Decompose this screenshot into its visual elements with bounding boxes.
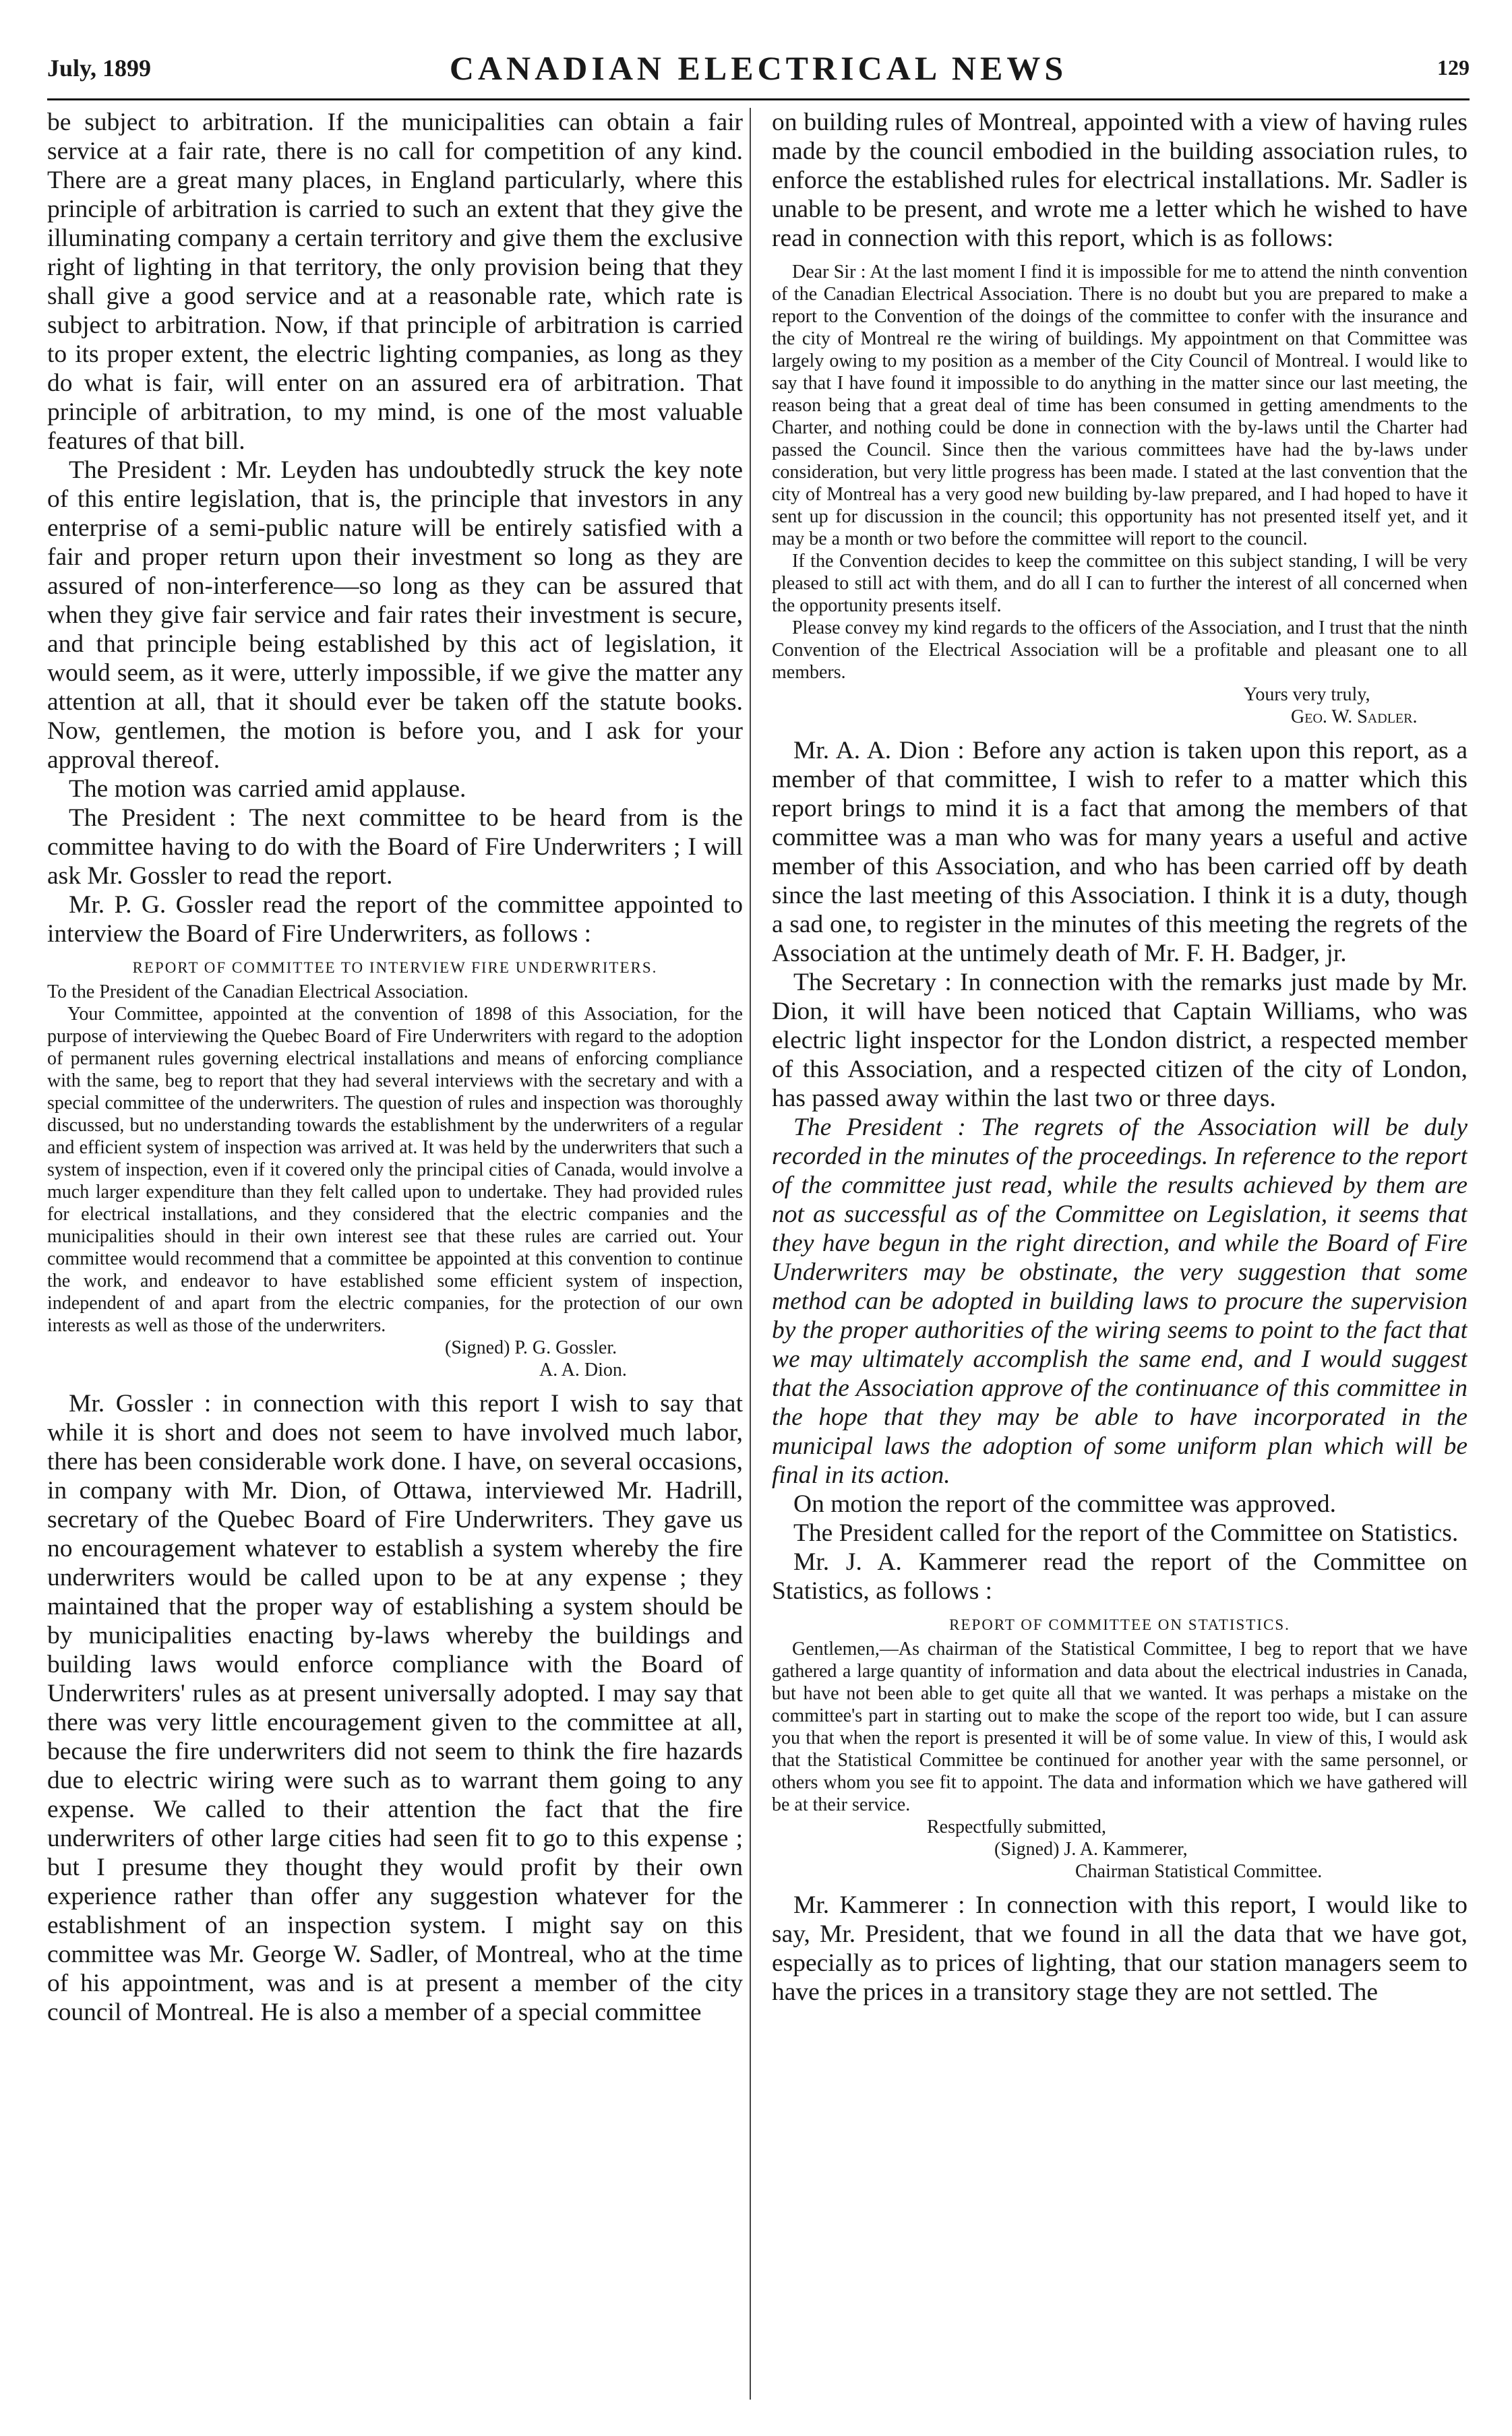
paragraph: Mr. Kammerer : In connection with this report, I would like to say, Mr. President, that we found in all the data that we have got, especially as to prices of lighting, that our station managers seem to have the prices in a transitory stage they are not settled. The <box>772 1891 1468 2006</box>
page-number: 129 <box>1437 55 1470 80</box>
paragraph: Mr. J. A. Kammerer read the report of the Committee on Statistics, as follows : <box>772 1548 1468 1605</box>
paragraph: The President called for the report of the Committee on Statistics. <box>793 1519 1459 1547</box>
report-signature: (Signed) J. A. Kammerer, <box>994 1839 1188 1860</box>
report-body: Gentlemen,—As chairman of the Statistical Committee, I beg to report that we have gathered a large quantity of information and data about the electrical industries in Canada, but have not been able to get quite all that we wanted. It was perhaps a mistake on the committee's part in starting out to make the scope of the report too wide, but I can assure you that when the report is presented it will be of some value. In view of this, I would ask that the Statistical Committee be continued for another year with the same personnel, or others whom you see fit to appoint. The data and information which we have gathered will be at their service. <box>772 1639 1468 1815</box>
left-column <box>47 108 743 2406</box>
paragraph: The Secretary : In connection with the remarks just made by Mr. Dion, it will have been noticed that Captain Williams, who was electric light inspector for the London district, a respected member of this Association, and a respected citizen of the city of London, has passed away within the last two or three days. <box>772 969 1468 1112</box>
letter-signature: Geo. W. Sadler. <box>1291 706 1418 727</box>
column-divider <box>750 108 751 2400</box>
report-addressee: To the President of the Canadian Electrical Association. <box>47 981 468 1002</box>
letter-paragraph: If the Convention decides to keep the committee on this subject standing, I will be very pleased to still act with them, and do all I can to further the interest of all concerned when the opportunity presents itself. <box>772 551 1468 616</box>
paragraph: The President : The regrets of the Association will be duly recorded in the minutes of the proceedings. In reference to the report of the committee just read, while the results achieved by them are not as successful as of the Committee on Legislation, it seems that they have begun in the right direction, and while the Board of Fire Underwriters may be obstinate, the very suggestion that some method can be adopted in building laws to procure the supervision by the proper authorities of the wiring seems to point to the fact that we may ultimately accomplish the same end, and I would suggest that the Association approve of the continuance of this committee in the hope that they may be able to have incorporated in the municipal laws the adoption of some uniform plan which will be final in its action. <box>772 1114 1468 1489</box>
report-signature: (Signed) P. G. Gossler. <box>445 1337 617 1358</box>
paragraph: On motion the report of the committee was approved. <box>793 1490 1336 1518</box>
paragraph: be subject to arbitration. If the municipalities can obtain a fair service at a fair rate, there is no call for competition of any kind. There are a great many places, in England particularly, where this principle of arbitration is carried to such an extent that they give the illuminating company a certain territory and give them the exclusive right of lighting in that territory, the only provision being that they shall give a good service and at a reasonable rate, which rate is subject to arbitration. Now, if that principle of arbitration is carried to its proper extent, the electric lighting companies, as long as they do what is fair, will enter on an assured era of arbitration. That principle of arbitration, to my mind, is one of the most valuable features of that bill. <box>47 109 743 455</box>
paragraph: Mr. P. G. Gossler read the report of the committee appointed to interview the Board of Fire Underwriters, as follows : <box>47 891 743 948</box>
paragraph: The President : Mr. Leyden has undoubtedly struck the key note of this entire legislation, that is, the principle that investors in any enterprise of a semi-public nature will be entirely satisfied with a fair and proper return upon their investment so long as they are assured of non-interference—so long as they can be assured that when they give fair service and fair rates their investment is secure, and that principle being established by this act of legislation, it would seem, as it were, utterly impossible, if we give the matter any attention at all, that it should ever be taken off the statute books. Now, gentlemen, the motion is before you, and I ask for your approval thereof. <box>47 456 743 774</box>
spacer <box>47 1381 743 1389</box>
report-body: Your Committee, appointed at the convention of 1898 of this Association, for the purpose of interviewing the Quebec Board of Fire Underwriters with regard to the adoption of permanent rules governing electrical installations and means of enforcing compliance with the same, beg to report that they had several interviews with the secretary and with a special committee of the underwriters. The question of rules and inspection was thoroughly discussed, but no understanding towards the establishment by the underwriters of a regular and efficient system of inspection was arrived at. It was held by the underwriters that such a system of inspection, even if it covered only the principal cities of Canada, would involve a much larger expenditure than they felt called upon to undertake. They had provided rules for electrical installations, and they considered that the electric companies and the municipalities should in their own interest see that these rules are carried out. Your committee would recommend that a committee be appointed at this convention to continue the work, and endeavor to have established some efficient system of inspection, independent of and apart from the electric companies, for the protection of our own interests as well as those of the underwriters. <box>47 1004 743 1336</box>
header-rule <box>47 98 1470 100</box>
report-heading: REPORT OF COMMITTEE ON STATISTICS. <box>949 1616 1290 1633</box>
right-column <box>772 108 1468 2406</box>
spacer <box>772 728 1468 736</box>
letter-paragraph: Dear Sir : At the last moment I find it is impossible for me to attend the ninth convention of the Canadian Electrical Association. There is no doubt but you are prepared to make a report to the Convention of the doings of the committee to confer with the insurance and the city of Montreal re the wiring of buildings. My appointment on that Committee was largely owing to my position as a member of the City Council of Montreal. I would like to say that I have found it impossible to do anything in the matter since our last meeting, the reason being that a great deal of time has been consumed in getting amendments to the Charter, and nothing could be done in connection with the by-laws until the Charter had passed the Council. Since then the various committees have had the by-laws under consideration, but very little progress has been made. I stated at the last convention that the city of Montreal has a very good new building by-law prepared, and I had hoped to have it sent up for discussion in the council; this opportunity has not presented itself yet, and it may be a month or two before the committee will report to the council. <box>772 262 1468 549</box>
report-signatory-title: Chairman Statistical Committee. <box>1075 1861 1323 1882</box>
report-signature: A. A. Dion. <box>539 1360 627 1380</box>
report-closing: Respectfully submitted, <box>927 1817 1106 1837</box>
report-heading: REPORT OF COMMITTEE TO INTERVIEW FIRE UNDERWRITERS. <box>132 959 658 976</box>
page-header <box>47 47 1470 100</box>
letter-closing: Yours very truly, <box>1244 684 1370 705</box>
spacer <box>772 253 1468 261</box>
paragraph: The motion was carried amid applause. <box>69 775 466 803</box>
paragraph: Mr. A. A. Dion : Before any action is taken upon this report, as a member of that committee, I wish to refer to a matter which this report brings to mind it is a fact that among the members of that committee was a man who was for many years a useful and active member of this Association, and who has been carried off by death since the last meeting of this Association. I think it is a duty, though a sad one, to register in the minutes of this meeting the regrets of the Association at the untimely death of Mr. F. H. Badger, jr. <box>772 737 1468 967</box>
publication-title: CANADIAN ELECTRICAL NEWS <box>449 49 1068 87</box>
paragraph: on building rules of Montreal, appointed with a view of having rules made by the council embodied in the building association rules, to enforce the established rules for electrical installations. Mr. Sadler is unable to be present, and wrote me a letter which he wished to have read in connection with this report, which is as follows: <box>772 109 1468 252</box>
paragraph: The President : The next committee to be heard from is the committee having to do with the Board of Fire Underwriters ; I will ask Mr. Gossler to read the report. <box>47 804 743 890</box>
issue-date: July, 1899 <box>47 55 152 82</box>
paragraph: Mr. Gossler : in connection with this report I wish to say that while it is short and does not seem to have involved much labor, there has been considerable work done. I have, on several occasions, in company with Mr. Dion, of Ottawa, interviewed Mr. Hadrill, secretary of the Quebec Board of Fire Underwriters. They gave us no encouragement whatever to establish a system whereby the fire underwriters would be called upon to be at any expense ; they maintained that the proper way of establishing a system should be by municipalities enacting by-laws whereby the buildings and building laws would enforce compliance with the Board of Underwriters' rules as at present universally adopted. I may say that there was very little encouragement given to the committee at all, because the fire underwriters did not seem to think the fire hazards due to electric wiring were such as to warrant them going to any expense. We called to their attention the fact that the fire underwriters of other large cities had seen fit to go to this expense ; but I presume they thought they would profit by their own experience rather than offer any suggestion whatever for the establishment of an inspection system. I might say on this committee was Mr. George W. Sadler, of Montreal, who at the time of his appointment, was and is at present a member of the city council of Montreal. He is also a member of a special committee <box>47 1390 743 2026</box>
spacer <box>772 1883 1468 1891</box>
letter-paragraph: Please convey my kind regards to the officers of the Association, and I trust that the ninth Convention of the Electrical Association will be a profitable and pleasant one to all members. <box>772 617 1468 683</box>
